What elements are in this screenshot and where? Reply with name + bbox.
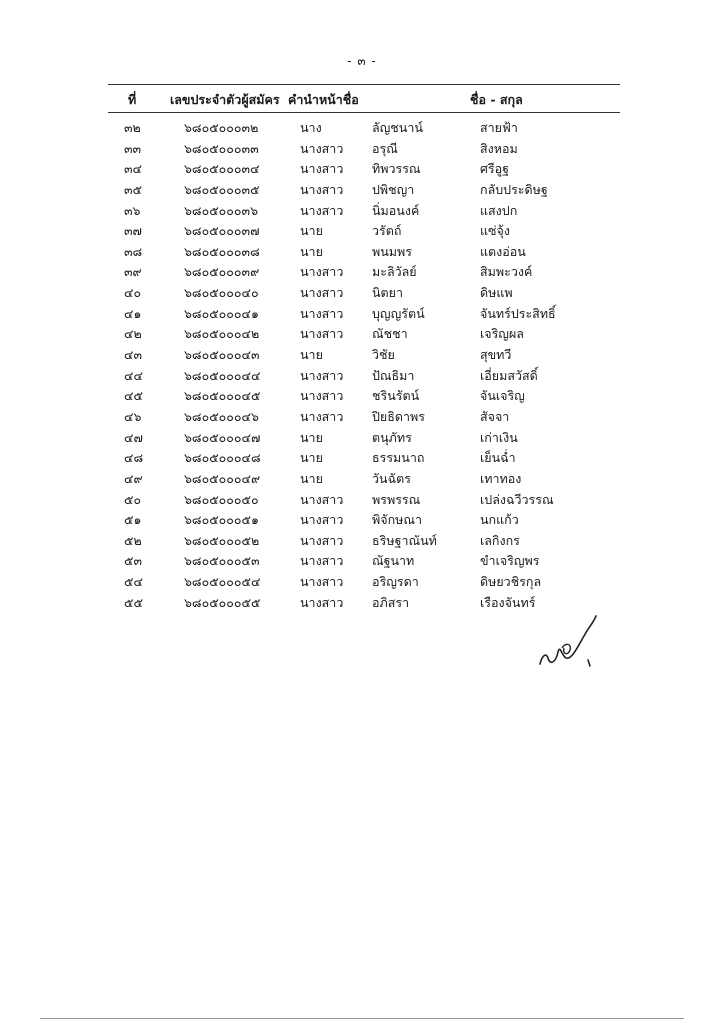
table-row <box>0 366 724 387</box>
table-row <box>0 180 724 201</box>
cell-first-name: ลัญชนาน์ <box>372 120 423 135</box>
table-row <box>0 159 724 180</box>
cell-last-name: เก่าเงิน <box>480 429 518 445</box>
table-row <box>0 386 724 407</box>
cell-last-name: กลับประดิษฐ <box>480 181 548 197</box>
cell-first-name: ตนุภัทร <box>372 429 412 445</box>
cell-title: นางสาว <box>300 161 344 177</box>
cell-applicant-id: ๖๘๐๕๐๐๐๓๔ <box>184 161 260 177</box>
cell-applicant-id: ๖๘๐๕๐๐๐๔๒ <box>184 326 260 342</box>
cell-no: ๕๐ <box>124 491 142 507</box>
cell-applicant-id: ๖๘๐๕๐๐๐๕๔ <box>184 574 261 590</box>
cell-first-name: อริญรดา <box>372 574 419 590</box>
cell-applicant-id: ๖๘๐๕๐๐๐๕๑ <box>184 512 259 528</box>
table-row <box>0 139 724 160</box>
cell-no: ๓๕ <box>124 181 143 197</box>
cell-applicant-id: ๖๘๐๕๐๐๐๔๖ <box>184 408 259 424</box>
cell-applicant-id: ๖๘๐๕๐๐๐๓๕ <box>184 181 260 197</box>
header-name: ชื่อ - สกุล <box>470 92 523 107</box>
cell-last-name: จันเจริญ <box>480 388 525 404</box>
table-row <box>0 531 724 552</box>
cell-first-name: พิจักษณา <box>372 512 422 528</box>
table-row <box>0 593 724 614</box>
table-row <box>0 304 724 325</box>
cell-no: ๔๘ <box>124 450 144 466</box>
cell-first-name: ทิพวรรณ <box>372 161 421 177</box>
table-row <box>0 448 724 469</box>
cell-last-name: แสงปก <box>480 202 518 218</box>
cell-last-name: สิมพะวงค์ <box>480 264 533 280</box>
cell-title: นาย <box>300 450 323 466</box>
cell-title: นางสาว <box>300 553 344 569</box>
table-row <box>0 262 724 283</box>
cell-title: นางสาว <box>300 388 344 404</box>
page-number: - ๓ - <box>347 54 377 68</box>
cell-applicant-id: ๖๘๐๕๐๐๐๔๘ <box>184 450 261 466</box>
cell-last-name: นกแก้ว <box>480 512 519 528</box>
cell-last-name: ศรีอูฐ <box>480 161 510 177</box>
cell-first-name: นิ่มอนงค์ <box>372 202 420 218</box>
cell-no: ๔๐ <box>124 285 142 301</box>
cell-last-name: สัจจา <box>480 408 510 424</box>
cell-applicant-id: ๖๘๐๕๐๐๐๔๙ <box>184 470 261 486</box>
cell-last-name: เลกิงกร <box>480 532 520 548</box>
table-row <box>0 221 724 242</box>
cell-applicant-id: ๖๘๐๕๐๐๐๕๒ <box>184 532 260 548</box>
cell-first-name: มะลิวัลย์ <box>372 264 417 280</box>
cell-last-name: เทาทอง <box>480 470 522 486</box>
cell-first-name: ปพิชญา <box>372 181 415 197</box>
cell-title: นางสาว <box>300 202 344 218</box>
cell-no: ๕๔ <box>124 574 143 590</box>
cell-last-name: แตงอ่อน <box>480 243 526 259</box>
cell-title: นางสาว <box>300 491 344 507</box>
cell-last-name: เรืองจันทร์ <box>480 594 536 610</box>
table-row <box>0 469 724 490</box>
cell-title: นาง <box>300 120 322 135</box>
cell-first-name: บุญญรัตน์ <box>372 305 425 321</box>
cell-applicant-id: ๖๘๐๕๐๐๐๔๕ <box>184 388 261 404</box>
table-row <box>0 345 724 366</box>
cell-title: นาย <box>300 223 323 239</box>
cell-first-name: อรุณี <box>372 140 398 156</box>
cell-applicant-id: ๖๘๐๕๐๐๐๕๕ <box>184 594 261 610</box>
cell-no: ๔๔ <box>124 367 143 383</box>
cell-title: นางสาว <box>300 326 344 342</box>
cell-applicant-id: ๖๘๐๕๐๐๐๕๐ <box>184 491 259 507</box>
cell-applicant-id: ๖๘๐๕๐๐๐๓๓ <box>184 140 259 156</box>
cell-title: นางสาว <box>300 574 344 590</box>
cell-applicant-id: ๖๘๐๕๐๐๐๔๐ <box>184 285 259 301</box>
table-header <box>0 90 724 112</box>
table-header-rule <box>108 112 620 113</box>
cell-first-name: วันฉัตร <box>372 470 411 486</box>
cell-first-name: วิชัย <box>372 347 395 363</box>
cell-no: ๔๙ <box>124 470 143 486</box>
cell-applicant-id: ๖๘๐๕๐๐๐๔๑ <box>184 305 259 321</box>
cell-title: นาย <box>300 243 323 259</box>
cell-title: นาย <box>300 470 323 486</box>
table-row <box>0 242 724 263</box>
cell-no: ๓๘ <box>124 243 143 259</box>
cell-no: ๔๕ <box>124 388 143 404</box>
cell-last-name: ดิษแพ <box>480 285 513 301</box>
cell-last-name: สายฟ้า <box>480 120 518 135</box>
cell-no: ๓๖ <box>124 202 141 218</box>
cell-applicant-id: ๖๘๐๕๐๐๐๕๓ <box>184 553 260 569</box>
cell-title: นางสาว <box>300 594 344 610</box>
cell-first-name: ณัฐนาท <box>372 553 415 569</box>
table-row <box>0 283 724 304</box>
cell-no: ๔๗ <box>124 429 143 445</box>
cell-no: ๔๖ <box>124 408 142 424</box>
cell-title: นางสาว <box>300 305 344 321</box>
table-body <box>0 118 724 613</box>
cell-title: นางสาว <box>300 512 344 528</box>
page-bottom-rule <box>40 1018 684 1019</box>
cell-no: ๕๕ <box>124 594 143 610</box>
cell-no: ๓๗ <box>124 223 142 239</box>
signature-initials <box>532 612 602 672</box>
header-applicant-id: เลขประจำตัวผู้สมัคร <box>170 92 280 107</box>
cell-first-name: ณัชชา <box>372 326 408 342</box>
cell-first-name: วรัตถ์ <box>372 223 402 239</box>
cell-title: นางสาว <box>300 408 344 424</box>
cell-first-name: นิตยา <box>372 285 404 301</box>
table-row <box>0 551 724 572</box>
cell-title: นางสาว <box>300 532 344 548</box>
header-title: คำนำหน้าชื่อ <box>288 92 359 107</box>
cell-title: นางสาว <box>300 285 344 301</box>
cell-last-name: ขำเจริญพร <box>480 553 540 569</box>
table-row <box>0 407 724 428</box>
cell-no: ๓๔ <box>124 161 143 177</box>
cell-title: นางสาว <box>300 140 344 156</box>
cell-no: ๕๒ <box>124 532 142 548</box>
cell-no: ๓๒ <box>124 120 141 135</box>
header-no: ที่ <box>128 92 137 107</box>
cell-applicant-id: ๖๘๐๕๐๐๐๓๗ <box>184 223 260 239</box>
cell-last-name: สุขทวี <box>480 347 512 363</box>
cell-last-name: แซ่จุ้ง <box>480 223 510 239</box>
cell-no: ๔๓ <box>124 347 143 363</box>
cell-applicant-id: ๖๘๐๕๐๐๐๓๒ <box>184 120 259 135</box>
cell-no: ๓๙ <box>124 264 142 280</box>
table-row <box>0 324 724 345</box>
cell-title: นางสาว <box>300 181 344 197</box>
cell-first-name: ธรรมนาถ <box>372 450 425 466</box>
cell-no: ๓๓ <box>124 140 142 156</box>
table-row <box>0 428 724 449</box>
cell-no: ๔๒ <box>124 326 142 342</box>
cell-first-name: ปัณธิมา <box>372 367 415 383</box>
table-row <box>0 118 724 139</box>
table-row <box>0 510 724 531</box>
cell-last-name: เอี่ยมสวัสดิ์ <box>480 367 538 383</box>
cell-first-name: ชรินรัตน์ <box>372 388 420 404</box>
cell-no: ๕๓ <box>124 553 143 569</box>
cell-first-name: ปิยธิดาพร <box>372 408 425 424</box>
cell-first-name: พรพรรณ <box>372 491 421 507</box>
cell-title: นางสาว <box>300 367 344 383</box>
cell-applicant-id: ๖๘๐๕๐๐๐๔๔ <box>184 367 261 383</box>
table-row <box>0 201 724 222</box>
cell-no: ๕๑ <box>124 512 142 528</box>
cell-first-name: พนมพร <box>372 243 412 259</box>
cell-last-name: เจริญผล <box>480 326 524 342</box>
cell-applicant-id: ๖๘๐๕๐๐๐๔๗ <box>184 429 261 445</box>
cell-applicant-id: ๖๘๐๕๐๐๐๓๙ <box>184 264 260 280</box>
table-row <box>0 572 724 593</box>
cell-last-name: เย็นฉ่ำ <box>480 450 516 466</box>
cell-first-name: อภิสรา <box>372 594 410 610</box>
cell-title: นาย <box>300 429 323 445</box>
cell-first-name: ธริษฐาณันท์ <box>372 532 437 548</box>
cell-title: นาย <box>300 347 323 363</box>
cell-last-name: จันทร์ประสิทธิ์ <box>480 305 556 321</box>
cell-title: นางสาว <box>300 264 344 280</box>
cell-last-name: ดิษยวชิรกุล <box>480 574 542 590</box>
table-row <box>0 490 724 511</box>
cell-last-name: เปล่งฉวีวรรณ <box>480 491 554 507</box>
cell-applicant-id: ๖๘๐๕๐๐๐๔๓ <box>184 347 260 363</box>
cell-applicant-id: ๖๘๐๕๐๐๐๓๖ <box>184 202 259 218</box>
cell-applicant-id: ๖๘๐๕๐๐๐๓๘ <box>184 243 260 259</box>
cell-no: ๔๑ <box>124 305 142 321</box>
table-top-rule <box>108 84 620 85</box>
cell-last-name: สิงหอม <box>480 140 518 156</box>
